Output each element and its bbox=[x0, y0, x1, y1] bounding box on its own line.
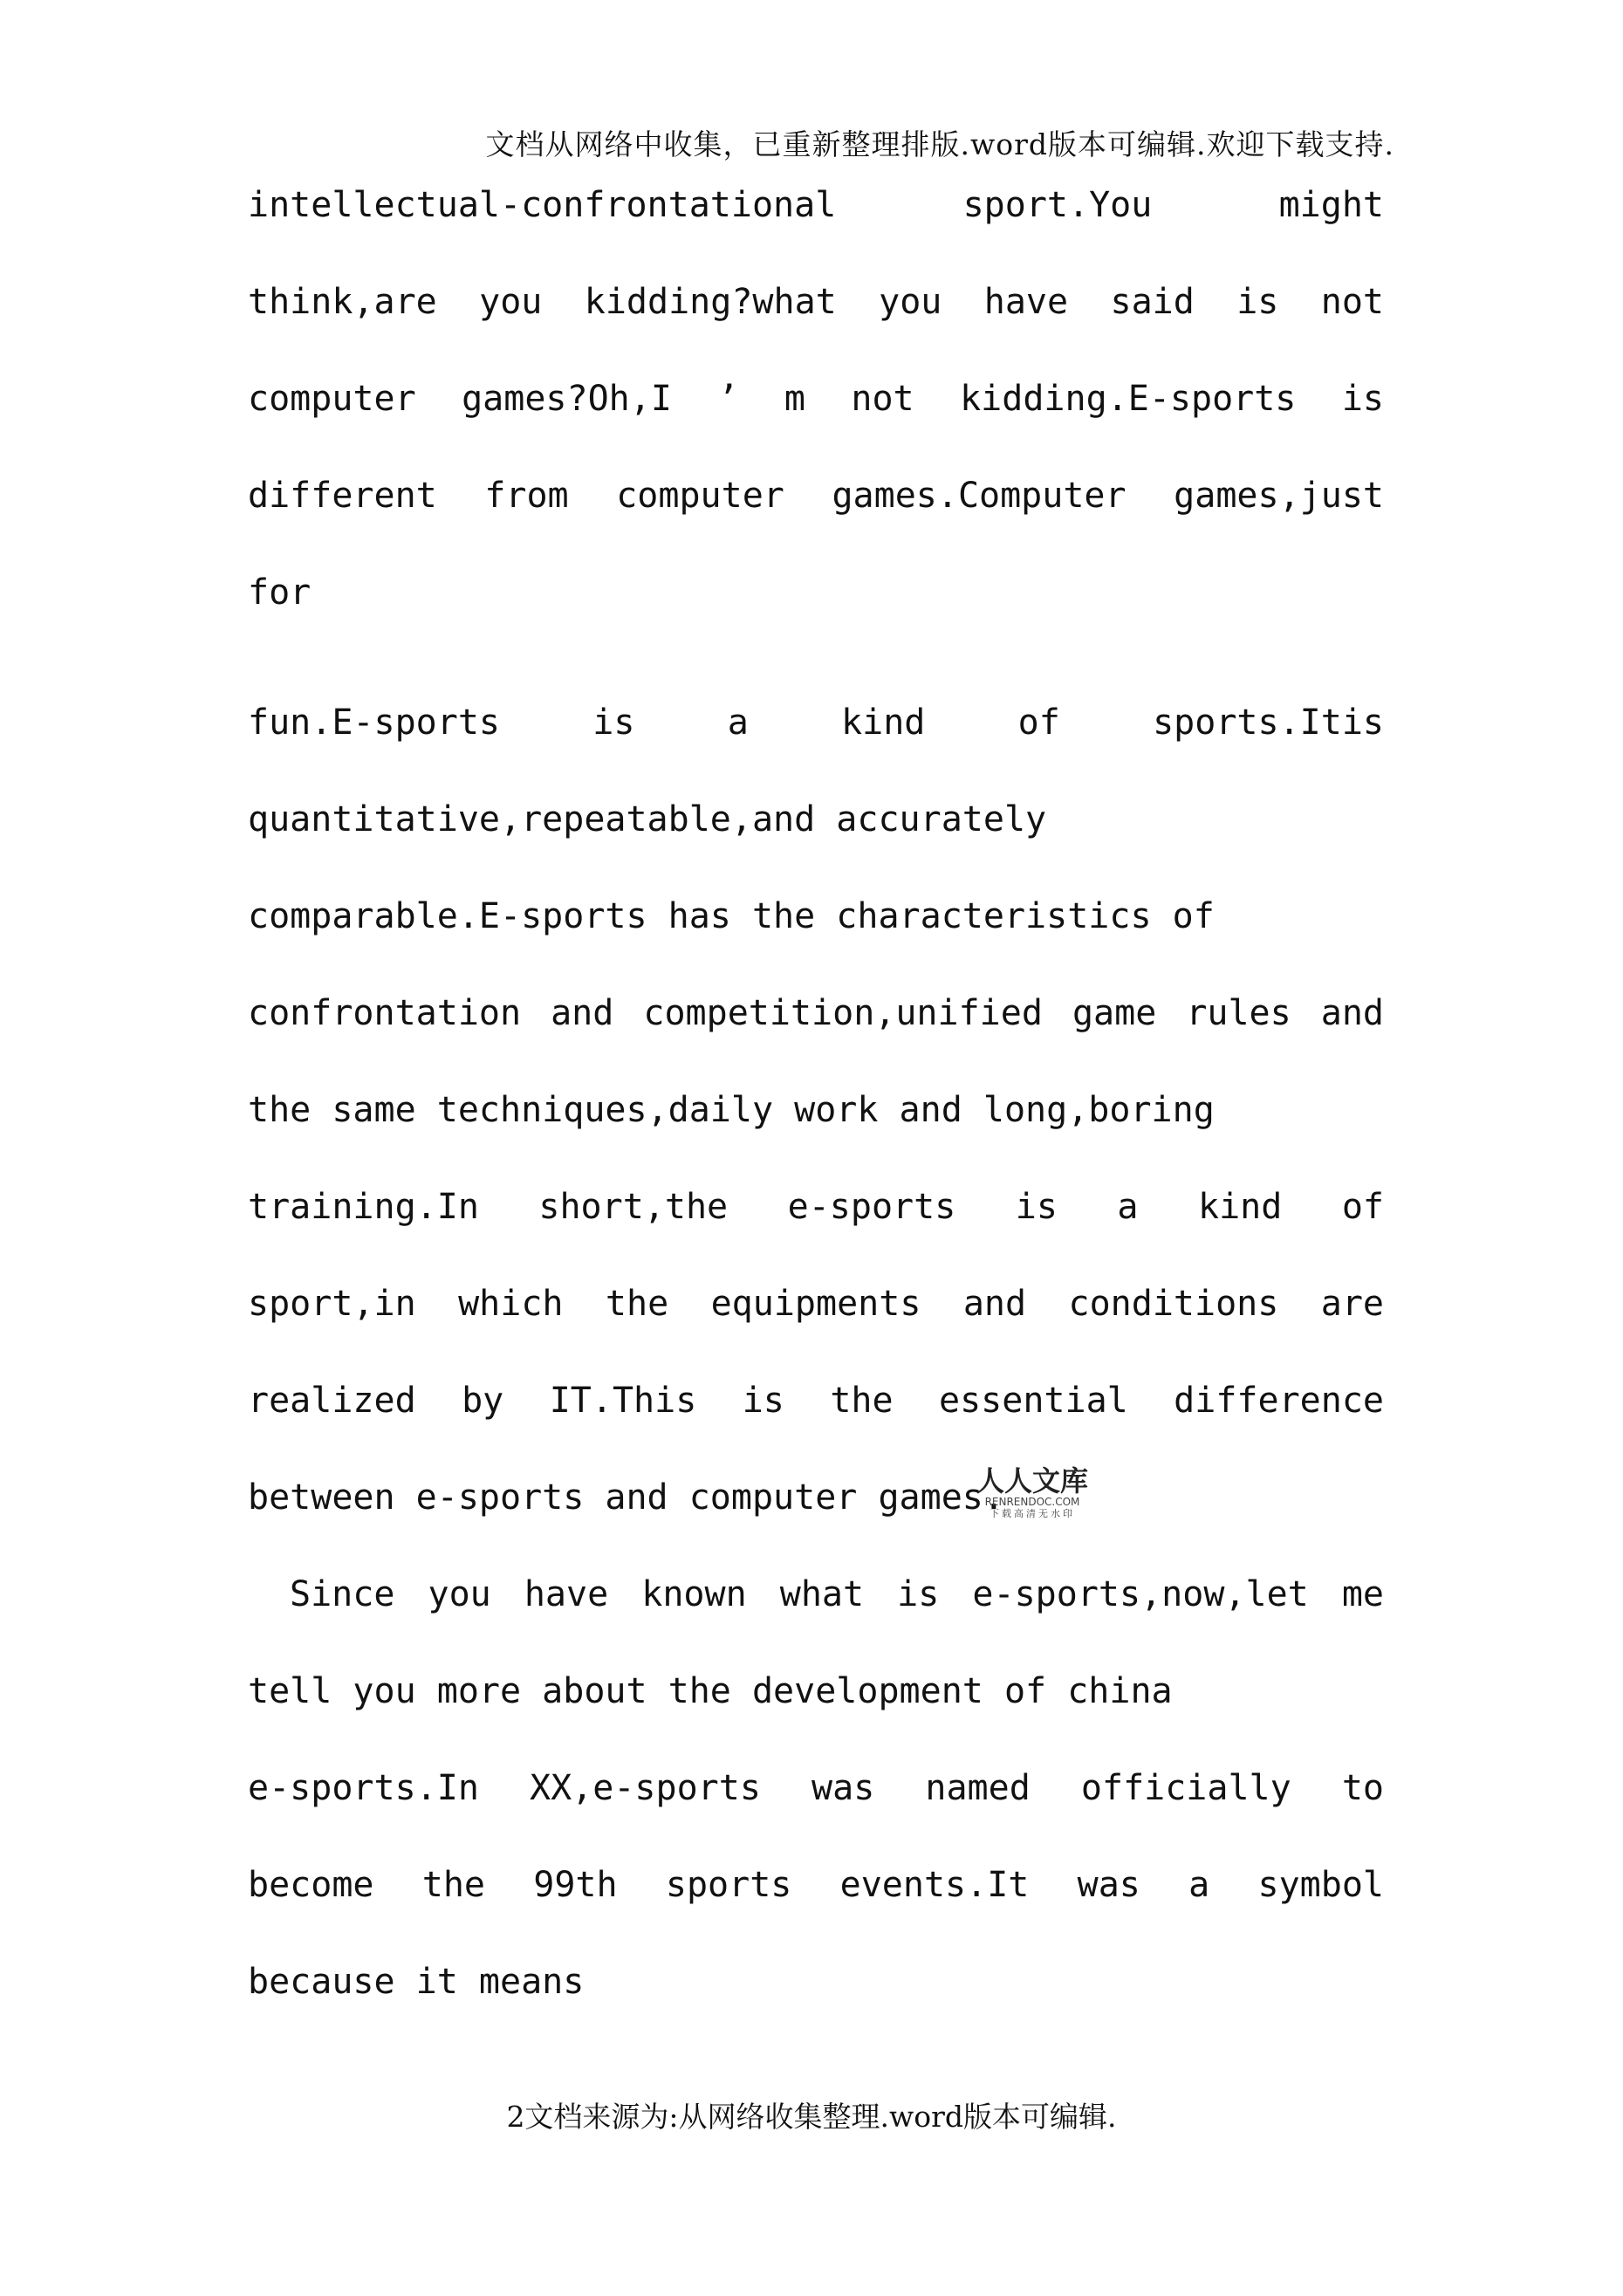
body-line: sport,in which the equipments and conditions are bbox=[248, 1284, 1384, 1324]
body-line: Since you have known what is e-sports,now,let me bbox=[290, 1574, 1384, 1614]
body-line: for bbox=[248, 572, 312, 613]
body-line: tell you more about the development of china bbox=[248, 1671, 1173, 1711]
body-line: the same techniques,daily work and long,boring bbox=[248, 1090, 1215, 1130]
body-line: quantitative,repeatable,and accurately bbox=[248, 799, 1047, 840]
body-line: training.In short,the e-sports is a kind of bbox=[248, 1187, 1384, 1227]
page-footer: 2文档来源为:从网络收集整理.word版本可编辑. bbox=[506, 2100, 1117, 2134]
body-line: computer games?Oh,I ’ m not kidding.E-sports is bbox=[248, 379, 1384, 419]
body-line: realized by IT.This is the essential difference bbox=[248, 1381, 1384, 1421]
body-line: fun.E-sports is a kind of sports.Itis bbox=[248, 703, 1384, 743]
watermark-tagline: 下载高清无水印 bbox=[990, 1508, 1075, 1519]
body-line: between e-sports and computer games. bbox=[248, 1477, 1004, 1518]
body-line: different from computer games.Computer games,just bbox=[248, 476, 1384, 516]
page-header: 文档从网络中收集，已重新整理排版.word版本可编辑.欢迎下载支持. bbox=[485, 127, 1394, 161]
body-line: e-sports.In XX,e-sports was named officially to bbox=[248, 1768, 1384, 1808]
body-line: become the 99th sports events.It was a symbol bbox=[248, 1865, 1384, 1905]
watermark-domain: RENRENDOC.COM bbox=[984, 1496, 1080, 1508]
body-line: confrontation and competition,unified game rules and bbox=[248, 993, 1384, 1033]
body-line: intellectual-confrontational sport.You might bbox=[248, 185, 1384, 225]
body-line: comparable.E-sports has the characteristics of bbox=[248, 896, 1215, 936]
body-line: think,are you kidding?what you have said is not bbox=[248, 282, 1384, 322]
watermark-title: 人人文库 bbox=[976, 1464, 1088, 1498]
watermark-logo bbox=[976, 1466, 1089, 1520]
body-line: because it means bbox=[248, 1962, 585, 2002]
